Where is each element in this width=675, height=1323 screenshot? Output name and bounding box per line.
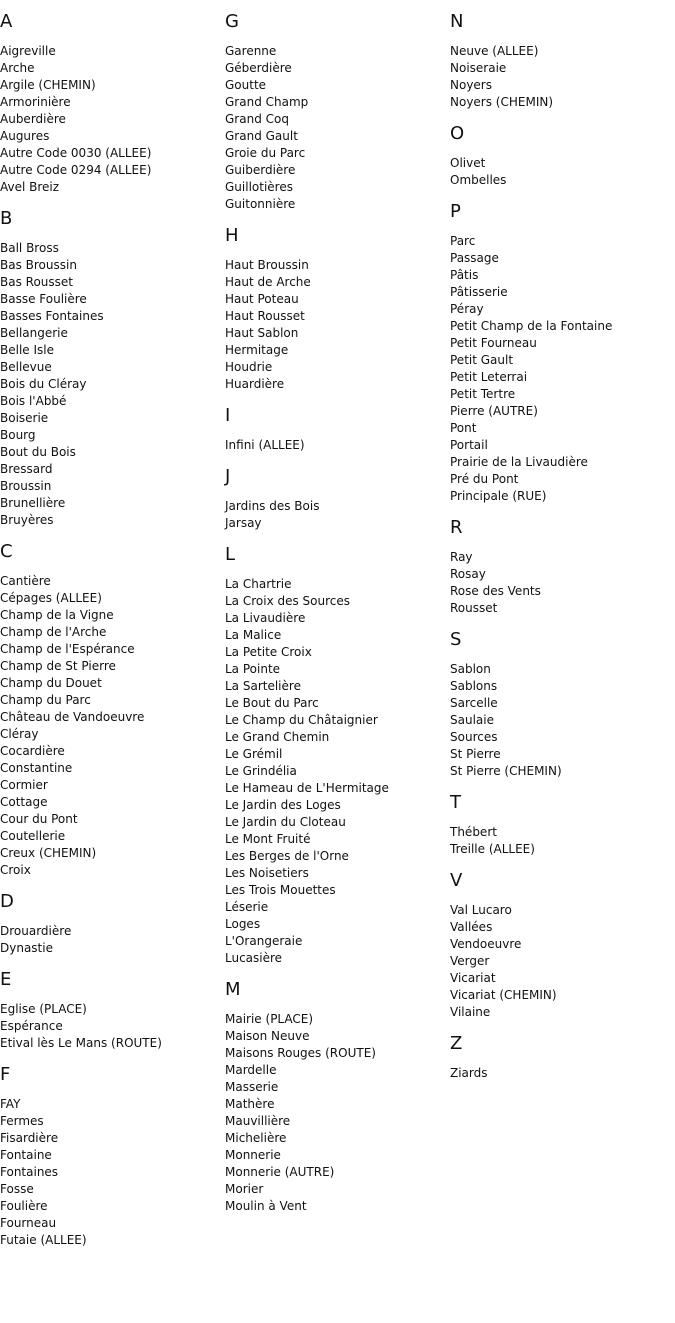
street-name: Espérance bbox=[0, 1019, 63, 1033]
street-name: Grand Gault bbox=[225, 129, 298, 143]
street-name: Sablon bbox=[450, 662, 491, 676]
street-name: Lucasière bbox=[225, 951, 283, 965]
street-name: La Croix des Sources bbox=[225, 594, 351, 608]
street-name: Arche bbox=[0, 61, 35, 75]
section-letter-heading: P bbox=[450, 201, 461, 222]
street-name: Groie du Parc bbox=[225, 146, 306, 160]
street-list bbox=[450, 549, 675, 617]
street-list bbox=[450, 824, 675, 858]
letter-section bbox=[225, 404, 450, 454]
street-name: Petit Gault bbox=[450, 353, 514, 367]
street-name: L'Orangeraie bbox=[225, 934, 303, 948]
street-name: Vallées bbox=[450, 920, 493, 934]
street-name: Noyers bbox=[450, 78, 492, 92]
street-name: Mathère bbox=[225, 1097, 275, 1111]
section-letter-heading: S bbox=[450, 629, 462, 650]
street-name: Haut Sablon bbox=[225, 326, 299, 340]
street-list bbox=[0, 923, 225, 957]
street-name: Les Noisetiers bbox=[225, 866, 309, 880]
street-name: Bourg bbox=[0, 428, 36, 442]
street-name: FAY bbox=[0, 1097, 21, 1111]
street-name: Bout du Bois bbox=[0, 445, 76, 459]
letter-section bbox=[225, 10, 450, 213]
street-name: Haut Broussin bbox=[225, 258, 309, 272]
letter-section bbox=[450, 200, 675, 505]
street-name: Augures bbox=[0, 129, 50, 143]
street-name: Le Champ du Châtaignier bbox=[225, 713, 378, 727]
street-list bbox=[225, 1011, 450, 1215]
letter-section bbox=[225, 543, 450, 967]
street-name: Morier bbox=[225, 1182, 264, 1196]
street-list bbox=[450, 43, 675, 111]
street-list bbox=[225, 257, 450, 393]
street-name: Bressard bbox=[0, 462, 53, 476]
street-name: Sarcelle bbox=[450, 696, 498, 710]
street-name: Neuve (ALLEE) bbox=[450, 44, 539, 58]
street-name: Maison Neuve bbox=[225, 1029, 310, 1043]
street-list bbox=[225, 498, 450, 532]
street-name: Futaie (ALLEE) bbox=[0, 1233, 87, 1247]
street-name: Cléray bbox=[0, 727, 39, 741]
street-name: Rosay bbox=[450, 567, 486, 581]
street-name: Michelière bbox=[225, 1131, 287, 1145]
street-name: Fermes bbox=[0, 1114, 44, 1128]
section-letter-heading: L bbox=[225, 544, 236, 565]
street-name: Le Bout du Parc bbox=[225, 696, 319, 710]
section-letter-heading: N bbox=[450, 11, 464, 32]
street-name: Autre Code 0294 (ALLEE) bbox=[0, 163, 152, 177]
street-name: Grand Champ bbox=[225, 95, 309, 109]
street-name: Haut Rousset bbox=[225, 309, 305, 323]
street-name: Principale (RUE) bbox=[450, 489, 547, 503]
street-name: Géberdière bbox=[225, 61, 292, 75]
street-name: Maisons Rouges (ROUTE) bbox=[225, 1046, 376, 1060]
street-list bbox=[0, 573, 225, 879]
section-letter-heading: C bbox=[0, 541, 13, 562]
section-letter-heading: V bbox=[450, 870, 463, 891]
street-name: Ray bbox=[450, 550, 473, 564]
street-list bbox=[0, 1096, 225, 1249]
street-name: La Sartelière bbox=[225, 679, 301, 693]
street-name: La Chartrie bbox=[225, 577, 292, 591]
street-name: Fontaines bbox=[0, 1165, 59, 1179]
index-column bbox=[0, 10, 225, 1260]
street-name: Le Grémil bbox=[225, 747, 283, 761]
street-name: Vilaine bbox=[450, 1005, 491, 1019]
street-name: Pâtisserie bbox=[450, 285, 508, 299]
letter-section bbox=[0, 10, 225, 196]
section-letter-heading: O bbox=[450, 123, 465, 144]
street-list bbox=[0, 240, 225, 529]
letter-section bbox=[450, 1032, 675, 1082]
street-name: Basse Foulière bbox=[0, 292, 87, 306]
street-name: Guitonnière bbox=[225, 197, 296, 211]
street-name: Pâtis bbox=[450, 268, 479, 282]
street-name: Champ de l'Arche bbox=[0, 625, 107, 639]
street-name: Hermitage bbox=[225, 343, 289, 357]
street-name: Boiserie bbox=[0, 411, 49, 425]
street-name: Champ du Parc bbox=[0, 693, 91, 707]
street-name: Portail bbox=[450, 438, 488, 452]
letter-section bbox=[450, 122, 675, 189]
street-name: Fosse bbox=[0, 1182, 34, 1196]
letter-section bbox=[0, 540, 225, 879]
street-name: Croix bbox=[0, 863, 31, 877]
street-name: Cottage bbox=[0, 795, 48, 809]
street-name: Constantine bbox=[0, 761, 73, 775]
street-name: Dynastie bbox=[0, 941, 53, 955]
street-name: Haut Poteau bbox=[225, 292, 299, 306]
letter-section bbox=[225, 465, 450, 532]
street-name: Ombelles bbox=[450, 173, 507, 187]
street-name: Le Grindélia bbox=[225, 764, 297, 778]
street-name: Petit Tertre bbox=[450, 387, 516, 401]
street-name: Cocardière bbox=[0, 744, 65, 758]
street-name: Thébert bbox=[450, 825, 497, 839]
street-name: Houdrie bbox=[225, 360, 273, 374]
letter-section bbox=[0, 207, 225, 529]
letter-section bbox=[450, 10, 675, 111]
street-name: La Malice bbox=[225, 628, 282, 642]
street-name: Le Grand Chemin bbox=[225, 730, 330, 744]
street-name: Mauvillière bbox=[225, 1114, 291, 1128]
street-name: Fontaine bbox=[0, 1148, 52, 1162]
street-name: Infini (ALLEE) bbox=[225, 438, 305, 452]
street-name: Rose des Vents bbox=[450, 584, 541, 598]
street-name: Basses Fontaines bbox=[0, 309, 104, 323]
street-name: Fourneau bbox=[0, 1216, 57, 1230]
street-name: Le Mont Fruité bbox=[225, 832, 311, 846]
street-name: Foulière bbox=[0, 1199, 48, 1213]
section-letter-heading: H bbox=[225, 225, 239, 246]
letter-section bbox=[0, 968, 225, 1052]
street-name: Château de Vandoeuvre bbox=[0, 710, 145, 724]
section-letter-heading: D bbox=[0, 891, 14, 912]
street-name: Etival lès Le Mans (ROUTE) bbox=[0, 1036, 162, 1050]
street-name: Broussin bbox=[0, 479, 52, 493]
index-column bbox=[450, 10, 675, 1093]
street-name: Noiseraie bbox=[450, 61, 507, 75]
street-name: St Pierre bbox=[450, 747, 501, 761]
letter-section bbox=[450, 516, 675, 617]
street-name: Haut de Arche bbox=[225, 275, 311, 289]
street-name: Bas Rousset bbox=[0, 275, 73, 289]
street-name: Argile (CHEMIN) bbox=[0, 78, 96, 92]
street-name: Belle Isle bbox=[0, 343, 54, 357]
street-name: St Pierre (CHEMIN) bbox=[450, 764, 562, 778]
street-name: Monnerie bbox=[225, 1148, 281, 1162]
street-name: Saulaie bbox=[450, 713, 494, 727]
street-name: Verger bbox=[450, 954, 490, 968]
street-name: Guiberdière bbox=[225, 163, 296, 177]
street-name: Autre Code 0030 (ALLEE) bbox=[0, 146, 152, 160]
street-name: Brunellière bbox=[0, 496, 66, 510]
street-name: Les Berges de l'Orne bbox=[225, 849, 349, 863]
street-name: Eglise (PLACE) bbox=[0, 1002, 87, 1016]
letter-section bbox=[450, 791, 675, 858]
street-name: Pierre (AUTRE) bbox=[450, 404, 538, 418]
street-name: Cépages (ALLEE) bbox=[0, 591, 102, 605]
street-name: Bellangerie bbox=[0, 326, 68, 340]
street-list bbox=[225, 437, 450, 454]
section-letter-heading: Z bbox=[450, 1033, 463, 1054]
street-name: Auberdière bbox=[0, 112, 66, 126]
letter-section bbox=[225, 224, 450, 393]
section-letter-heading: J bbox=[225, 466, 231, 487]
street-name: Olivet bbox=[450, 156, 486, 170]
street-name: Val Lucaro bbox=[450, 903, 512, 917]
street-name: Petit Fourneau bbox=[450, 336, 537, 350]
letter-section bbox=[0, 890, 225, 957]
street-name: Pont bbox=[450, 421, 477, 435]
street-name: Petit Leterrai bbox=[450, 370, 528, 384]
section-letter-heading: A bbox=[0, 11, 13, 32]
section-letter-heading: G bbox=[225, 11, 239, 32]
street-name: Champ du Douet bbox=[0, 676, 102, 690]
street-name: Vendoeuvre bbox=[450, 937, 522, 951]
street-name: Masserie bbox=[225, 1080, 279, 1094]
street-name: Les Trois Mouettes bbox=[225, 883, 336, 897]
street-name: Noyers (CHEMIN) bbox=[450, 95, 554, 109]
street-list bbox=[450, 155, 675, 189]
street-name: Passage bbox=[450, 251, 499, 265]
street-name: Treille (ALLEE) bbox=[450, 842, 535, 856]
street-name: Aigreville bbox=[0, 44, 56, 58]
street-name: Ziards bbox=[450, 1066, 488, 1080]
street-name: Guillotières bbox=[225, 180, 293, 194]
street-name: Jarsay bbox=[225, 516, 262, 530]
street-name: Bois du Cléray bbox=[0, 377, 87, 391]
street-list bbox=[0, 1001, 225, 1052]
street-name: Sources bbox=[450, 730, 498, 744]
street-name: Ball Bross bbox=[0, 241, 59, 255]
street-name: Loges bbox=[225, 917, 261, 931]
street-name: Grand Coq bbox=[225, 112, 289, 126]
street-name: Avel Breiz bbox=[0, 180, 60, 194]
section-letter-heading: R bbox=[450, 517, 463, 538]
street-name: Pré du Pont bbox=[450, 472, 519, 486]
street-name: La Livaudière bbox=[225, 611, 306, 625]
street-name: Champ de St Pierre bbox=[0, 659, 116, 673]
street-name: Champ de la Vigne bbox=[0, 608, 114, 622]
street-name: Cour du Pont bbox=[0, 812, 78, 826]
letter-section bbox=[450, 869, 675, 1021]
letter-section bbox=[450, 628, 675, 780]
street-name: Champ de l'Espérance bbox=[0, 642, 135, 656]
street-name: Prairie de la Livaudière bbox=[450, 455, 588, 469]
street-name: Bois l'Abbé bbox=[0, 394, 67, 408]
street-name: Huardière bbox=[225, 377, 285, 391]
street-name: Monnerie (AUTRE) bbox=[225, 1165, 335, 1179]
street-list bbox=[450, 233, 675, 505]
street-name: Mardelle bbox=[225, 1063, 277, 1077]
street-name: Le Jardin des Loges bbox=[225, 798, 341, 812]
street-name: Le Hameau de L'Hermitage bbox=[225, 781, 389, 795]
street-name: Drouardière bbox=[0, 924, 72, 938]
street-list bbox=[450, 1065, 675, 1082]
section-letter-heading: T bbox=[450, 792, 461, 813]
street-name: Vicariat (CHEMIN) bbox=[450, 988, 557, 1002]
index-column bbox=[225, 10, 450, 1226]
street-name: La Pointe bbox=[225, 662, 281, 676]
street-name: Garenne bbox=[225, 44, 277, 58]
street-name: Bellevue bbox=[0, 360, 52, 374]
street-list bbox=[450, 661, 675, 780]
street-list bbox=[450, 902, 675, 1021]
street-name: Creux (CHEMIN) bbox=[0, 846, 97, 860]
section-letter-heading: M bbox=[225, 979, 241, 1000]
street-name: Coutellerie bbox=[0, 829, 66, 843]
street-name: Rousset bbox=[450, 601, 498, 615]
street-name: Fisardière bbox=[0, 1131, 59, 1145]
street-name: Mairie (PLACE) bbox=[225, 1012, 314, 1026]
street-name: Petit Champ de la Fontaine bbox=[450, 319, 613, 333]
letter-section bbox=[0, 1063, 225, 1249]
section-letter-heading: I bbox=[225, 405, 231, 426]
street-name: Sablons bbox=[450, 679, 498, 693]
street-name: Bruyères bbox=[0, 513, 54, 527]
street-list bbox=[225, 576, 450, 967]
section-letter-heading: F bbox=[0, 1064, 11, 1085]
street-name: Armorinière bbox=[0, 95, 71, 109]
street-name: Moulin à Vent bbox=[225, 1199, 307, 1213]
section-letter-heading: B bbox=[0, 208, 13, 229]
street-name: Vicariat bbox=[450, 971, 496, 985]
street-name: Goutte bbox=[225, 78, 267, 92]
street-list bbox=[225, 43, 450, 213]
street-name: Léserie bbox=[225, 900, 269, 914]
street-name: Péray bbox=[450, 302, 484, 316]
street-name: Jardins des Bois bbox=[225, 499, 320, 513]
street-list bbox=[0, 43, 225, 196]
street-name: Cormier bbox=[0, 778, 48, 792]
street-name: Bas Broussin bbox=[0, 258, 77, 272]
street-name: Le Jardin du Cloteau bbox=[225, 815, 346, 829]
street-name: La Petite Croix bbox=[225, 645, 312, 659]
letter-section bbox=[225, 978, 450, 1215]
section-letter-heading: E bbox=[0, 969, 12, 990]
street-name: Cantière bbox=[0, 574, 51, 588]
street-name: Parc bbox=[450, 234, 476, 248]
